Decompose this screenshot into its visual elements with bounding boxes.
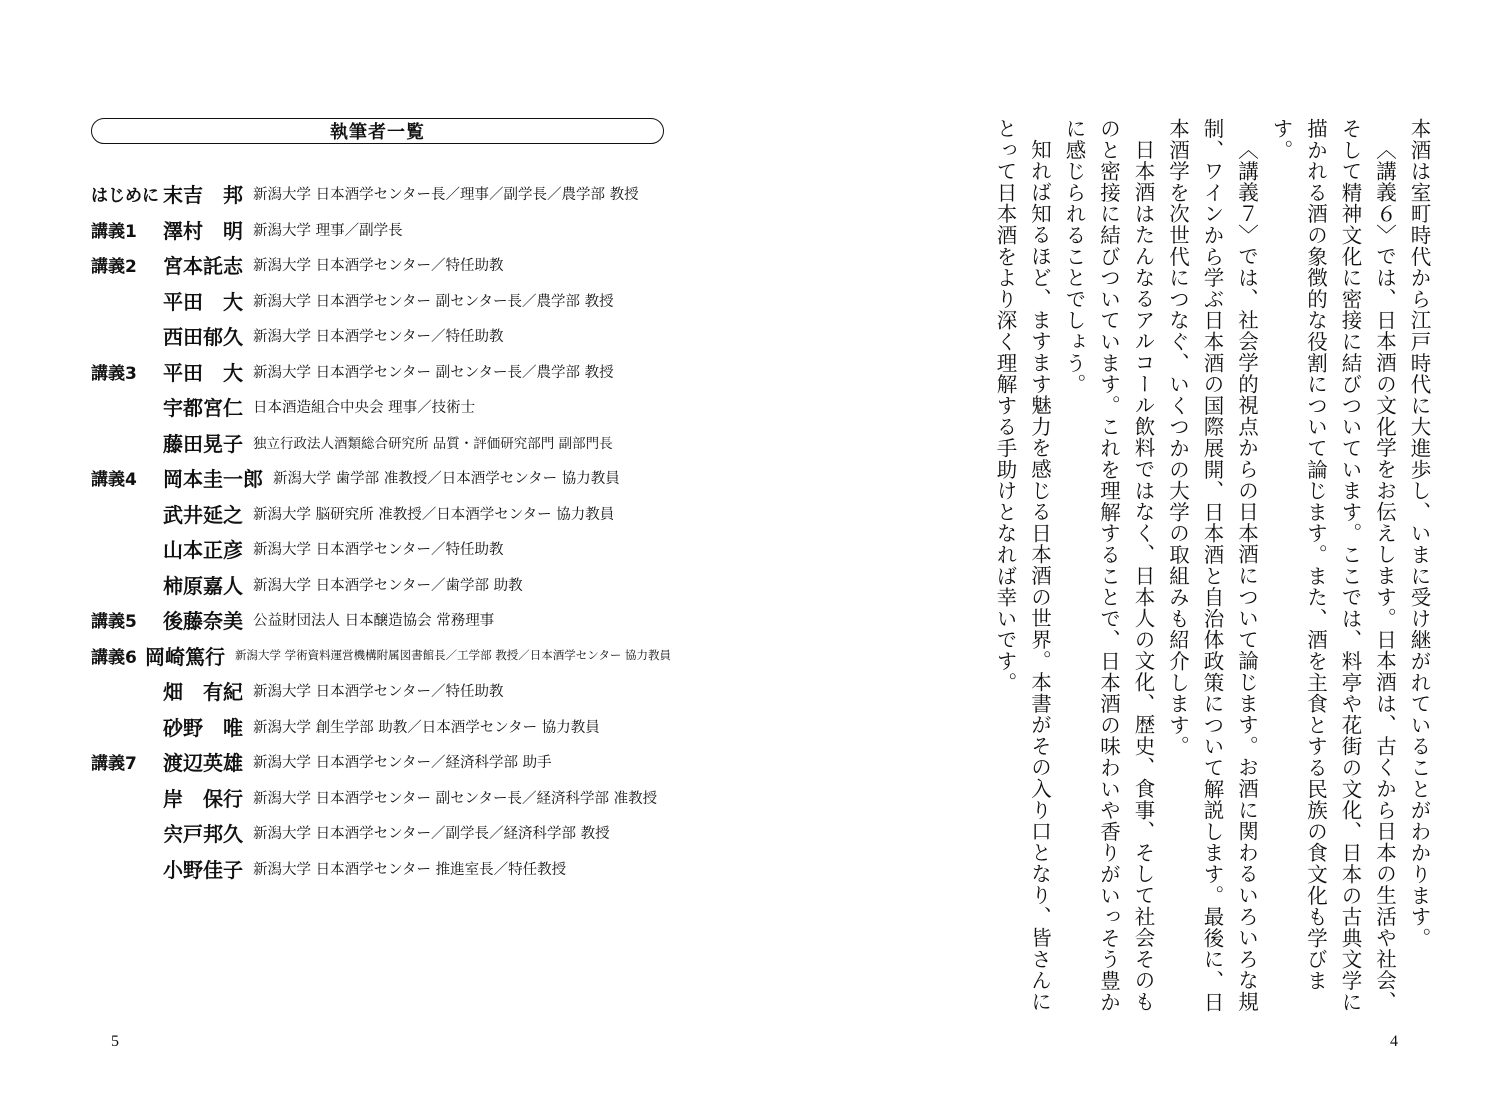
author-name: 岡本圭一郎: [163, 467, 263, 492]
paragraph: 〈講義６〉では、日本酒の文化学をお伝えします。日本酒は、古くから日本の生活や社会、そして精神文化に密接に結びついています。ここでは、料亭や花街の文化、日本の古典文学に描かれる酒の象徴的な役割について論じます。また、酒を主食とする民族の食文化も学びます。: [1269, 118, 1397, 1013]
author-name: 柿原嘉人: [163, 573, 243, 598]
lecture-label: 講義1: [91, 221, 137, 242]
author-name: 砂野 唯: [163, 715, 243, 740]
paragraph: 〈講義７〉では、社会学的視点からの日本酒について論じます。お酒に関わるいろいろな規制、ワインから学ぶ日本酒の国際展開、日本酒と自治体政策について解説します。最後に、日本酒学を次世代につなぐ、いくつかの大学の取組みも紹介します。: [1165, 118, 1259, 1013]
author-row: [91, 354, 671, 390]
author-name: 後藤奈美: [163, 609, 243, 634]
lecture-label: 講義4: [91, 470, 137, 491]
author-row: [91, 531, 671, 567]
lecture-label: 講義3: [91, 363, 137, 384]
lecture-label: 講義5: [91, 612, 137, 633]
author-name: 渡辺英雄: [163, 751, 243, 776]
title-box: [91, 118, 664, 144]
author-row: [91, 567, 671, 603]
author-name: 畑 有紀: [163, 680, 243, 705]
author-row: [91, 283, 671, 319]
author-row: [91, 176, 671, 212]
author-affiliation: 新潟大学 日本酒学センター／経済科学部 助手: [253, 755, 552, 772]
author-affiliation: 新潟大学 日本酒学センター／特任助教: [253, 684, 504, 701]
author-row: [91, 673, 671, 709]
author-row: [91, 602, 671, 638]
author-affiliation: 新潟大学 理事／副学長: [253, 222, 403, 239]
author-name: 西田郁久: [163, 325, 243, 350]
author-affiliation: 日本酒造組合中央会 理事／技術士: [253, 400, 476, 417]
author-row: [91, 389, 671, 425]
author-affiliation: 新潟大学 脳研究所 准教授／日本酒学センター 協力教員: [253, 506, 615, 523]
paragraph: 本酒は室町時代から江戸時代に大進歩し、いまに受け継がれていることがわかります。: [1407, 118, 1431, 949]
author-row: [91, 318, 671, 354]
author-row: [91, 638, 671, 674]
author-name: 末吉 邦: [163, 183, 243, 208]
lecture-label: 講義2: [91, 257, 137, 278]
author-name: 岸 保行: [163, 786, 243, 811]
author-row: [91, 744, 671, 780]
author-name: 宇都宮仁: [163, 396, 243, 421]
author-name: 平田 大: [163, 360, 243, 385]
author-affiliation: 独立行政法人酒類総合研究所 品質・評価研究部門 副部門長: [253, 436, 613, 453]
author-row: [91, 709, 671, 745]
author-affiliation: 新潟大学 歯学部 准教授／日本酒学センター 協力教員: [273, 471, 620, 488]
author-affiliation: 新潟大学 日本酒学センター 副センター長／経済科学部 准教授: [253, 790, 658, 807]
author-name: 山本正彦: [163, 538, 243, 563]
author-row: [91, 212, 671, 248]
author-row: [91, 496, 671, 532]
author-affiliation: 新潟大学 日本酒学センター／副学長／経済科学部 教授: [253, 826, 610, 843]
author-affiliation: 新潟大学 学術資料運営機構附属図書館長／工学部 教授／日本酒学センター 協力教員: [234, 648, 671, 663]
page-number: 5: [111, 1033, 119, 1050]
author-name: 藤田晃子: [163, 431, 243, 456]
author-name: 武井延之: [163, 502, 243, 527]
author-name: 宮本託志: [163, 254, 243, 279]
author-name: 宍戸邦久: [163, 822, 243, 847]
paragraph: 知れば知るほど、ますます魅力を感じる日本酒の世界。本書がその入り口となり、皆さんにとって日本酒をより深く理解する手助けとなれば幸いです。: [993, 118, 1052, 1012]
author-row: [91, 815, 671, 851]
author-name: 澤村 明: [163, 218, 243, 243]
author-row: [91, 851, 671, 887]
lecture-label: 講義7: [91, 754, 137, 775]
page-number: 4: [1390, 1033, 1398, 1050]
vertical-body-text: [993, 118, 1436, 1018]
author-name: 小野佳子: [163, 857, 243, 882]
author-affiliation: 公益財団法人 日本醸造協会 常務理事: [253, 613, 495, 630]
author-name: 岡崎篤行: [144, 644, 225, 669]
lecture-label: はじめに: [91, 186, 159, 207]
author-affiliation: 新潟大学 日本酒学センター／特任助教: [253, 258, 504, 275]
author-affiliation: 新潟大学 日本酒学センター 副センター長／農学部 教授: [253, 293, 614, 310]
author-affiliation: 新潟大学 日本酒学センター 推進室長／特任教授: [253, 861, 567, 878]
author-row: [91, 425, 671, 461]
paragraph: 日本酒はたんなるアルコール飲料ではなく、日本人の文化、歴史、食事、そして社会そのものと密接に結びついています。これを理解することで、日本酒の味わいや香りがいっそう豊かに感じられることでしょう。: [1062, 118, 1155, 1013]
author-affiliation: 新潟大学 創生学部 助教／日本酒学センター 協力教員: [253, 719, 600, 736]
author-list: [91, 176, 671, 886]
author-affiliation: 新潟大学 日本酒学センター長／理事／副学長／農学部 教授: [253, 187, 639, 204]
author-affiliation: 新潟大学 日本酒学センター 副センター長／農学部 教授: [253, 364, 614, 381]
lecture-label: 講義6: [91, 647, 137, 668]
author-affiliation: 新潟大学 日本酒学センター／特任助教: [253, 542, 504, 559]
author-affiliation: 新潟大学 日本酒学センター／特任助教: [253, 329, 504, 346]
author-affiliation: 新潟大学 日本酒学センター／歯学部 助教: [253, 577, 523, 594]
author-row: [91, 247, 671, 283]
author-row: [91, 460, 671, 496]
author-row: [91, 780, 671, 816]
right-page: [756, 0, 1512, 1111]
page-title: 執筆者一覧: [330, 122, 425, 143]
author-name: 平田 大: [163, 289, 243, 314]
